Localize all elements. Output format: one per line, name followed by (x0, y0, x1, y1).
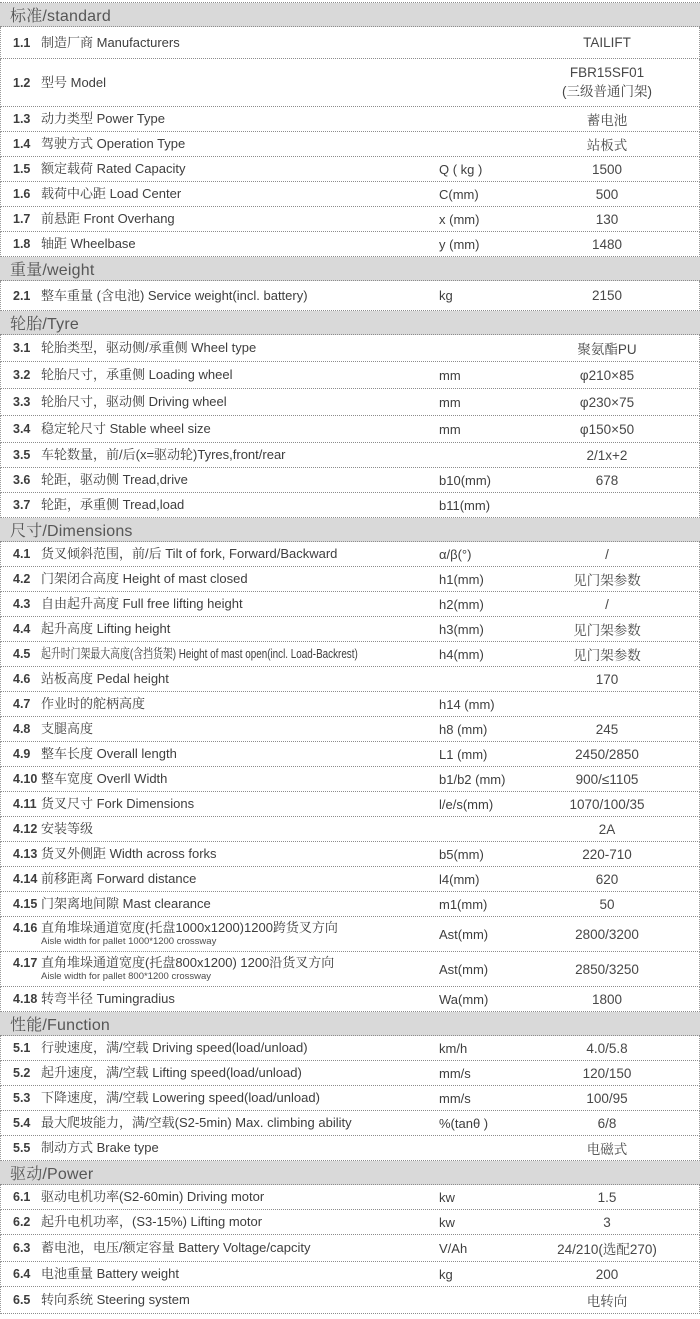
section-title: 尺寸/Dimensions (10, 523, 133, 540)
row-label-text: 驾驶方式 Operation Type (41, 136, 186, 152)
row-value (547, 64, 667, 100)
row-label-text: 最大爬坡能力，满/空载(S2-5min) Max. climbing ability (41, 1115, 352, 1131)
row-label (41, 394, 439, 410)
row-label (41, 846, 439, 862)
row-param: b11(mm) (439, 497, 491, 513)
row-value: 2800/3200 (575, 926, 639, 942)
row-number: 5.5 (13, 1141, 31, 1155)
row-value: 245 (595, 721, 619, 737)
row-value: / (605, 596, 609, 612)
table-row-2-1 (0, 281, 700, 311)
row-value: 50 (599, 896, 615, 912)
row-number: 3.4 (13, 422, 31, 436)
section-header-dimensions (0, 518, 700, 542)
row-label (41, 1065, 439, 1081)
row-label-text: 轮距，承重侧 Tread,load (41, 497, 185, 513)
row-value: 900/≤1105 (575, 771, 639, 787)
row-value: 4.0/5.8 (586, 1040, 628, 1056)
row-label (41, 447, 439, 463)
row-value: 2450/2850 (575, 746, 639, 762)
row-label (41, 721, 439, 737)
row-number: 4.3 (13, 597, 31, 611)
table-row-4-5 (0, 642, 700, 667)
row-number: 1.7 (13, 212, 31, 226)
spec-table (0, 2, 700, 1314)
row-value: 3 (603, 1214, 611, 1230)
row-label (41, 571, 439, 587)
row-label-text: 货叉尺寸 Fork Dimensions (41, 796, 195, 812)
table-row-1-4 (0, 132, 700, 157)
row-number: 1.2 (13, 75, 31, 90)
row-param: L1 (mm) (439, 746, 488, 762)
row-number: 1.3 (13, 112, 31, 126)
row-number: 1.8 (13, 237, 31, 251)
row-number: 4.4 (13, 622, 31, 636)
row-number: 4.15 (13, 897, 38, 911)
row-param: kw (439, 1214, 455, 1230)
row-number: 2.1 (13, 288, 31, 303)
row-value: 电转向 (586, 1294, 628, 1309)
row-value: 见门架参数 (573, 573, 641, 588)
row-param: x (mm) (439, 211, 480, 227)
row-label-text: 型号 Model (41, 74, 107, 90)
row-number: 4.11 (13, 797, 37, 811)
table-row-1-2 (0, 59, 700, 107)
row-label-text: 货叉外侧距 Width across forks (41, 846, 217, 862)
table-row-4-15 (0, 892, 700, 917)
section-header-weight (0, 257, 700, 281)
table-row-4-1 (0, 542, 700, 567)
row-number: 5.4 (13, 1116, 31, 1130)
row-param: Q ( kg ) (439, 161, 483, 177)
row-value: 1070/100/35 (569, 796, 645, 812)
table-row-4-8 (0, 717, 700, 742)
row-label-text: 货叉倾斜范围，前/后 Tilt of fork, Forward/Backward (41, 546, 338, 562)
row-label-text: 站板高度 Pedal height (41, 671, 169, 687)
section-title: 驱动/Power (10, 1166, 94, 1183)
row-label-text: 下降速度，满/空载 Lowering speed(load/unload) (41, 1090, 320, 1106)
row-param: mm (439, 421, 461, 437)
row-label-text: 安装等级 (41, 821, 94, 837)
row-label-text: 轮胎尺寸，驱动侧 Driving wheel (41, 394, 227, 410)
row-param: h2(mm) (439, 596, 484, 612)
row-param: h4(mm) (439, 646, 484, 662)
section-title: 标准/standard (10, 8, 111, 25)
row-label (41, 596, 439, 612)
row-number: 4.13 (13, 847, 38, 861)
row-value: 蓄电池 (586, 113, 628, 128)
row-value-line2: (三级普通门架) (562, 83, 652, 99)
table-row-1-8 (0, 232, 700, 257)
table-row-4-3 (0, 592, 700, 617)
row-label (41, 1040, 439, 1056)
row-label-text: 轮胎类型，驱动侧/承重侧 Wheel type (41, 340, 257, 356)
table-row-1-6 (0, 182, 700, 207)
table-row-4-2 (0, 567, 700, 592)
row-label (41, 472, 439, 488)
table-row-4-4 (0, 617, 700, 642)
row-value: 1.5 (597, 1189, 617, 1205)
section-header-standard (0, 3, 700, 27)
row-value: 6/8 (597, 1115, 617, 1131)
row-label-text: 自由起升高度 Full free lifting height (41, 596, 243, 612)
row-label-text: 起升电机功率，(S3-15%) Lifting motor (41, 1214, 263, 1230)
row-param: l4(mm) (439, 871, 480, 887)
row-label-text: 起升速度，满/空载 Lifting speed(load/unload) (41, 1065, 302, 1081)
row-label (41, 796, 439, 812)
row-param: b10(mm) (439, 472, 492, 488)
row-label-text: 额定载荷 Rated Capacity (41, 161, 186, 177)
row-param: Ast(mm) (439, 961, 489, 977)
row-label (41, 871, 439, 887)
table-row-6-5 (0, 1287, 700, 1314)
row-value: 220-710 (582, 846, 632, 862)
row-label (41, 161, 439, 177)
row-number: 5.1 (13, 1041, 31, 1055)
row-number: 4.18 (13, 992, 38, 1006)
row-param: h14 (mm) (439, 696, 495, 712)
row-param: b5(mm) (439, 846, 484, 862)
row-label (41, 236, 439, 252)
section-header-function (0, 1012, 700, 1036)
row-label-text: 动力类型 Power Type (41, 111, 166, 127)
row-param: h8 (mm) (439, 721, 488, 737)
table-row-3-4 (0, 416, 700, 443)
row-label (41, 546, 439, 562)
row-param: kw (439, 1189, 455, 1205)
row-number: 4.6 (13, 672, 31, 686)
row-label (41, 1189, 439, 1205)
row-value: φ230×75 (579, 394, 635, 410)
section-header-power (0, 1161, 700, 1185)
row-label-text: 电池重量 Battery weight (41, 1266, 179, 1282)
row-label (41, 671, 439, 687)
row-number: 1.6 (13, 187, 31, 201)
row-label-text: 轮胎尺寸，承重侧 Loading wheel (41, 367, 233, 383)
section-title: 轮胎/Tyre (10, 316, 79, 333)
table-row-5-5 (0, 1136, 700, 1161)
row-value: 2A (598, 821, 616, 837)
table-row-4-7 (0, 692, 700, 717)
row-label (41, 75, 439, 91)
table-row-5-1 (0, 1036, 700, 1061)
row-number: 4.2 (13, 572, 31, 586)
row-value: 200 (595, 1266, 619, 1282)
row-number: 3.1 (13, 341, 31, 355)
row-number: 6.4 (13, 1267, 31, 1281)
row-value: φ210×85 (579, 367, 635, 383)
row-value: 678 (595, 472, 619, 488)
table-row-1-5 (0, 157, 700, 182)
row-value: 1500 (591, 161, 623, 177)
table-row-3-3 (0, 389, 700, 416)
row-label-text: 门架闭合高度 Height of mast closed (41, 571, 248, 587)
row-label (41, 211, 439, 227)
row-number: 3.2 (13, 368, 31, 382)
table-row-6-2 (0, 1210, 700, 1235)
row-value: 170 (595, 671, 619, 687)
row-param: kg (439, 288, 453, 303)
row-label-text: 作业时的舵柄高度 (41, 696, 146, 712)
row-label (41, 821, 439, 837)
row-param: y (mm) (439, 236, 480, 252)
row-label (41, 771, 439, 787)
table-row-1-1 (0, 27, 700, 59)
row-sublabel: Aisle width for pallet 1000*1200 crossway (41, 935, 217, 947)
row-label-text: 起升时门架最大高度(含挡货架) Height of mast open(incl. Load-Backrest) (41, 646, 358, 662)
row-number: 1.5 (13, 162, 31, 176)
row-number: 4.16 (13, 921, 38, 935)
row-param: h3(mm) (439, 621, 484, 637)
row-label-text: 稳定轮尺寸 Stable wheel size (41, 421, 211, 437)
row-label-text: 轮距，驱动侧 Tread,drive (41, 472, 188, 488)
row-value: 聚氨酯PU (577, 342, 637, 357)
row-label (41, 696, 439, 712)
row-label-text: 转弯半径 Tumingradius (41, 991, 175, 1007)
row-label-text: 轴距 Wheelbase (41, 236, 136, 252)
row-number: 4.5 (13, 647, 31, 661)
row-number: 6.5 (13, 1293, 31, 1307)
row-value: 130 (595, 211, 619, 227)
table-row-6-3 (0, 1235, 700, 1262)
row-value: 站板式 (586, 138, 628, 153)
row-label-text: 支腿高度 (41, 721, 94, 737)
row-param: α/β(°) (439, 546, 472, 562)
row-value: 1480 (591, 236, 623, 252)
row-value: 620 (595, 871, 619, 887)
row-label-text: 制动方式 Brake type (41, 1140, 159, 1156)
table-row-4-14 (0, 867, 700, 892)
row-number: 4.17 (13, 956, 38, 970)
row-value: 24/210(选配270) (557, 1242, 657, 1257)
row-label (41, 367, 439, 383)
row-label (41, 1115, 439, 1131)
table-row-4-17 (0, 952, 700, 987)
section-title: 重量/weight (10, 262, 95, 279)
table-row-4-6 (0, 667, 700, 692)
row-param: mm/s (439, 1065, 471, 1081)
row-number: 6.1 (13, 1190, 31, 1204)
row-label (41, 35, 439, 51)
row-number: 6.3 (13, 1241, 31, 1255)
row-number: 4.9 (13, 747, 31, 761)
row-label-text: 载荷中心距 Load Center (41, 186, 182, 202)
row-label (41, 497, 439, 513)
row-label (41, 621, 439, 637)
row-label (41, 1140, 439, 1156)
row-sublabel: Aisle width for pallet 800*1200 crossway (41, 970, 212, 982)
table-row-4-16 (0, 917, 700, 952)
row-label (41, 288, 439, 304)
table-row-3-5 (0, 443, 700, 468)
row-label (41, 920, 439, 948)
table-row-5-3 (0, 1086, 700, 1111)
row-label (41, 136, 439, 152)
row-label (41, 340, 439, 356)
row-label-text: 行驶速度，满/空载 Driving speed(load/unload) (41, 1040, 308, 1056)
row-label-text: 前悬距 Front Overhang (41, 211, 175, 227)
table-row-4-18 (0, 987, 700, 1012)
row-param: kg (439, 1266, 453, 1282)
row-value: 2/1x+2 (586, 447, 628, 463)
row-number: 3.5 (13, 448, 31, 462)
row-param: mm/s (439, 1090, 471, 1106)
row-number: 4.10 (13, 772, 38, 786)
table-row-6-4 (0, 1262, 700, 1287)
section-header-tyre (0, 311, 700, 335)
row-label (41, 1090, 439, 1106)
row-value: 120/150 (582, 1065, 632, 1081)
row-number: 3.3 (13, 395, 31, 409)
row-label (41, 186, 439, 202)
table-row-5-4 (0, 1111, 700, 1136)
row-label (41, 646, 439, 662)
row-value: / (605, 546, 609, 562)
row-param: mm (439, 394, 461, 410)
row-label-text: 驱动电机功率(S2-60min) Driving motor (41, 1189, 265, 1205)
row-param: V/Ah (439, 1240, 468, 1256)
row-number: 4.12 (13, 822, 38, 836)
row-number: 3.6 (13, 473, 31, 487)
section-title: 性能/Function (10, 1017, 111, 1034)
row-value: 500 (595, 186, 619, 202)
row-value: TAILIFT (583, 35, 631, 50)
table-row-6-1 (0, 1185, 700, 1210)
row-label-text: 整车重量 (含电池) Service weight(incl. battery) (41, 287, 308, 303)
row-number: 5.2 (13, 1066, 31, 1080)
row-param: b1/b2 (mm) (439, 771, 506, 787)
row-label-text: 车轮数量，前/后(x=驱动轮)Tyres,front/rear (41, 447, 286, 463)
row-param: l/e/s(mm) (439, 796, 494, 812)
row-number: 5.3 (13, 1091, 31, 1105)
row-value: 见门架参数 (573, 648, 641, 663)
row-label-text: 转向系统 Steering system (41, 1292, 190, 1308)
row-label-text: 整车长度 Overall length (41, 746, 177, 762)
row-number: 1.1 (13, 35, 31, 50)
row-value: 2150 (591, 288, 623, 303)
table-row-1-7 (0, 207, 700, 232)
row-param: h1(mm) (439, 571, 484, 587)
row-value: 100/95 (586, 1090, 628, 1106)
row-param: mm (439, 367, 461, 383)
row-label (41, 111, 439, 127)
row-label (41, 896, 439, 912)
row-param: km/h (439, 1040, 468, 1056)
table-row-4-11 (0, 792, 700, 817)
table-row-1-3 (0, 107, 700, 132)
row-value: 2850/3250 (575, 961, 639, 977)
row-number: 1.4 (13, 137, 31, 151)
row-param: %(tanθ ) (439, 1115, 489, 1131)
row-number: 4.1 (13, 547, 31, 561)
row-label-text: 门架离地间隙 Mast clearance (41, 896, 211, 912)
row-label-text: 直角堆垛通道宽度(托盘800x1200) 1200沿货叉方向 (41, 955, 335, 971)
table-row-4-10 (0, 767, 700, 792)
row-param: m1(mm) (439, 896, 488, 912)
row-value-line1: FBR15SF01 (569, 65, 645, 81)
row-param: Ast(mm) (439, 926, 489, 942)
table-row-3-6 (0, 468, 700, 493)
row-label (41, 955, 439, 983)
row-value: 见门架参数 (573, 623, 641, 638)
row-label-text: 蓄电池，电压/额定容量 Battery Voltage/capcity (41, 1240, 311, 1256)
row-label-text: 直角堆垛通道宽度(托盘1000x1200)1200跨货叉方向 (41, 920, 338, 936)
row-label-text: 起升高度 Lifting height (41, 621, 171, 637)
table-row-3-1 (0, 335, 700, 362)
row-value: φ150×50 (579, 421, 635, 437)
row-label-text: 整车宽度 Overll Width (41, 771, 168, 787)
row-param: C(mm) (439, 186, 479, 202)
row-number: 4.7 (13, 697, 31, 711)
row-label (41, 421, 439, 437)
row-label (41, 991, 439, 1007)
row-label-text: 制造厂商 Manufacturers (41, 34, 180, 50)
row-number: 3.7 (13, 498, 31, 512)
table-row-4-9 (0, 742, 700, 767)
table-row-3-7 (0, 493, 700, 518)
row-label (41, 1292, 439, 1308)
row-label (41, 1266, 439, 1282)
row-number: 4.14 (13, 872, 38, 886)
row-param: Wa(mm) (439, 991, 489, 1007)
row-label (41, 1240, 439, 1256)
row-label (41, 746, 439, 762)
row-value: 1800 (591, 991, 623, 1007)
table-row-3-2 (0, 362, 700, 389)
row-number: 4.8 (13, 722, 31, 736)
table-row-5-2 (0, 1061, 700, 1086)
row-number: 6.2 (13, 1215, 31, 1229)
row-label (41, 1214, 439, 1230)
row-label-text: 前移距离 Forward distance (41, 871, 197, 887)
row-value: 电磁式 (586, 1142, 628, 1157)
table-row-4-13 (0, 842, 700, 867)
table-row-4-12 (0, 817, 700, 842)
